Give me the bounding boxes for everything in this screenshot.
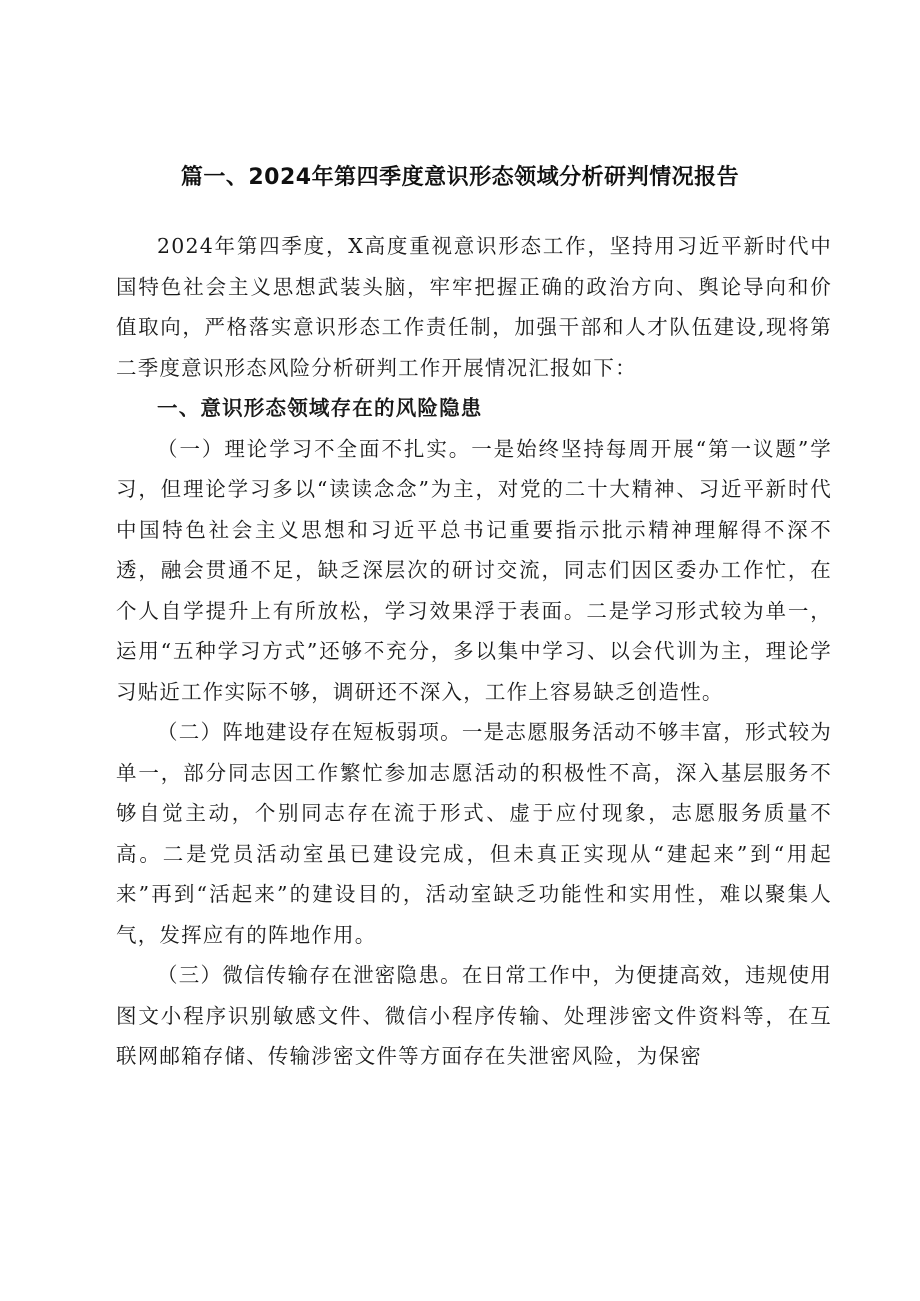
section-heading: 一、意识形态领域存在的风险隐患 [157,396,483,420]
document-title: 篇一、2024年第四季度意识形态领域分析研判情况报告 [180,165,740,190]
paragraph-position-building: （二）阵地建设存在短板弱项。一是志愿服务活动不够丰富，形式较为单一，部分同志因工作繁忙参加志愿活动的积极性不高，深入基层服务不够自觉主动，个别同志存在流于形式、虚于应付现象，志愿服务质量不高。二是党员活动室虽已建设完成，但未真正实现从“建起来”到“用起来”再到“活起来”的建设目的，活动室缺乏功能性和实用性，难以聚集人气，发挥应有的阵地作用。 [116,720,832,947]
paragraph-wechat-risk: （三）微信传输存在泄密隐患。在日常工作中，为便捷高效，违规使用图文小程序识别敏感文件、微信小程序传输、处理涉密文件资料等，在互联网邮箱存储、传输涉密文件等方面存在失泄密风险，为保密 [116,963,832,1068]
document-body [116,226,832,1077]
paragraph-theory-study: （一）理论学习不全面不扎实。一是始终坚持每周开展“第一议题”学习，但理论学习多以“读读念念”为主，对党的二十大精神、习近平新时代中国特色社会主义思想和习近平总书记重要指示批示精神理解得不深不透，融会贯通不足，缺乏深层次的研讨交流，同志们因区委办工作忙，在个人自学提升上有所放松，学习效果浮于表面。二是学习形式较为单一，运用“五种学习方式”还够不充分，多以集中学习、以会代训为主，理论学习贴近工作实际不够，调研还不深入，工作上容易缺乏创造性。 [116,436,832,704]
intro-paragraph: 2024年第四季度，X高度重视意识形态工作，坚持用习近平新时代中国特色社会主义思想武装头脑，牢牢把握正确的政治方向、舆论导向和价值取向，严格落实意识形态工作责任制，加强干部和人才队伍建设,现将第二季度意识形态风险分析研判工作开展情况汇报如下： [116,234,832,380]
